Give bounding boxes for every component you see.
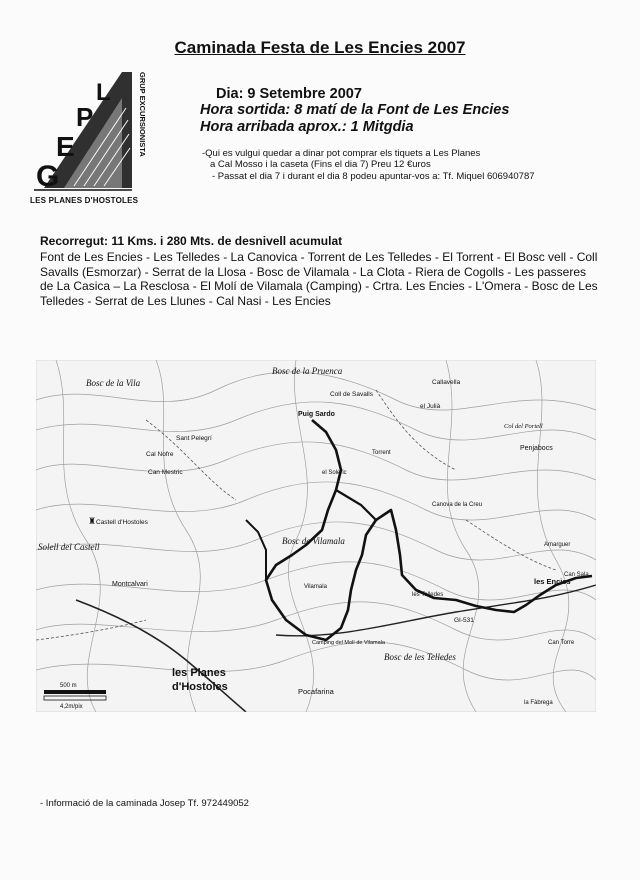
map-graphic xyxy=(36,360,596,712)
logo-graphic xyxy=(34,68,152,208)
map-label-bosc-vilamala: Bosc de Vilamala xyxy=(282,536,345,546)
map-label-can-torre: Can Torre xyxy=(548,640,575,646)
document-title: Caminada Festa de Les Encies 2007 xyxy=(174,38,466,57)
scale-label-meters: 500 m xyxy=(60,683,77,689)
logo-vertical-text: GRUP EXCURSIONISTA xyxy=(138,72,147,157)
map-label-la-fabrega: la Fàbrega xyxy=(524,700,553,706)
map-label-bosc-vila: Bosc de la Vila xyxy=(86,378,141,388)
map-label-cal-nofre: Cal Nofre xyxy=(146,451,174,458)
map-label-coll-savalls: Coll de Savalls xyxy=(330,391,373,398)
map-label-castell: Castell d'Hostoles xyxy=(96,519,148,526)
map-label-puig-sardo: Puig Sardo xyxy=(298,411,335,418)
club-logo xyxy=(34,68,152,208)
map-label-el-julia: el Julià xyxy=(420,403,441,410)
map-label-el-torrent: Torrent xyxy=(372,450,391,456)
map-label-les-planes: les Planes xyxy=(172,667,226,679)
logo-caption: LES PLANES D'HOSTOLES xyxy=(30,196,139,205)
map-label-penjabocs: Penjabocs xyxy=(520,445,553,452)
map-label-les-telledes: les Telledes xyxy=(412,592,444,598)
map-label-amarguer: Amarguer xyxy=(544,542,571,548)
map-label-el-soleric: el Soleric xyxy=(322,470,347,476)
map-label-callavella: Callavella xyxy=(432,379,461,386)
map-label-bosc-telledes: Bosc de les Telledes xyxy=(384,652,456,662)
map-label-solell: Solell del Castell xyxy=(38,542,100,552)
map-label-vilamala: Vilamala xyxy=(304,584,327,590)
lunch-note-price: a Cal Mosso i la caseta (Fins el dia 7) Preu 12 €uros xyxy=(210,159,431,170)
map-label-can-mestric: Can Mestric xyxy=(148,469,183,476)
map-label-bosc-pruenca: Bosc de la Pruenca xyxy=(272,366,343,376)
route-description: Font de Les Encies - Les Telledes - La Canovica - Torrent de Les Telledes - El Torrent - El Bosc vell - Coll Savalls (Esmorzar) - Serrat de la Llosa - Bosc de Vilamala - La Clota - Riera de Cogolls - Les passeres de La Casica – La Resclosa - El Molí de Vilamala (Camping) - Crtra. Les Encies - L'Omera - Bosc de Les Telledes - Serrat de Les Llunes - Cal Nasi - Les Encies xyxy=(40,250,598,309)
registration-note: - Passat el dia 7 i durant el dia 8 podeu apuntar-vos a: Tf. Miquel 606940787 xyxy=(212,171,535,182)
route-map xyxy=(36,360,596,712)
departure-time: Hora sortida: 8 matí de la Font de Les Encies xyxy=(200,102,510,118)
map-label-montcalvari: Montcalvari xyxy=(112,581,148,588)
contact-info: - Informació de la caminada Josep Tf. 972449052 xyxy=(40,798,249,809)
map-label-col-portell: Col del Portell xyxy=(504,423,543,430)
map-label-hostoles: d'Hostoles xyxy=(172,681,228,693)
map-label-sant-pelegri: Sant Pelegrí xyxy=(176,435,212,442)
svg-text:G: G xyxy=(36,160,60,193)
scale-label-resolution: 4,2m/pix xyxy=(60,704,83,710)
map-label-camping: Camping del Molí de Vilamala xyxy=(312,640,385,646)
event-date: Dia: 9 Setembre 2007 xyxy=(216,86,362,102)
route-summary: Recorregut: 11 Kms. i 280 Mts. de desnivell acumulat xyxy=(40,234,343,248)
castle-icon: ♜ xyxy=(88,516,97,526)
svg-text:P: P xyxy=(76,102,94,132)
lunch-note: -Qui es vulgui quedar a dinar pot comprar els tiquets a Les Planes xyxy=(202,148,481,159)
map-label-road-gi531: GI-531 xyxy=(454,617,474,624)
map-label-canova: Canova de la Creu xyxy=(432,502,483,508)
arrival-time: Hora arribada aprox.: 1 Mitgdia xyxy=(200,119,414,135)
svg-text:E: E xyxy=(56,131,75,162)
svg-text:L: L xyxy=(96,79,111,106)
map-label-pocafarina: Pocafarina xyxy=(298,687,334,696)
map-label-les-encies: les Encies xyxy=(534,577,571,586)
map-label-can-sala: Can Sala xyxy=(564,572,589,578)
